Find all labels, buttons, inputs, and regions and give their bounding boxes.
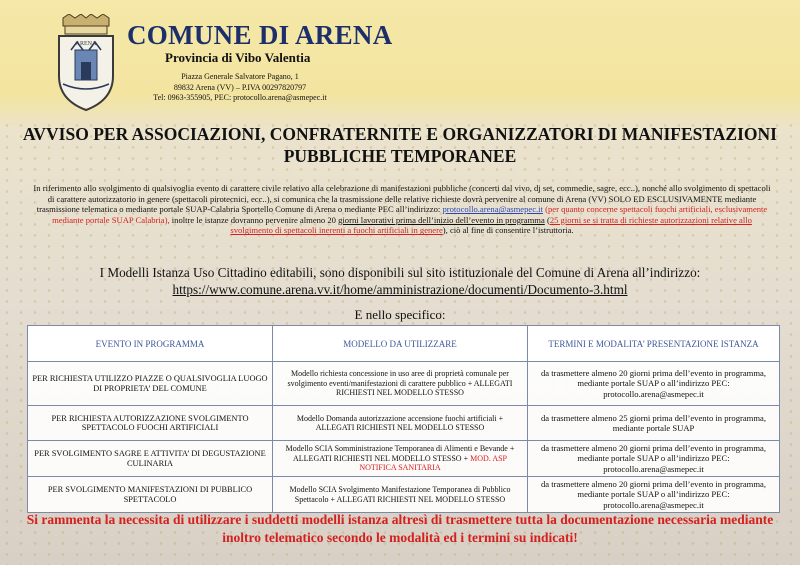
table-row <box>28 406 780 441</box>
table-header-row <box>28 326 780 362</box>
comune-name: COMUNE DI ARENA <box>127 20 393 50</box>
address-block <box>150 72 330 104</box>
row-model-text: Modello SCIA Somministrazione Temporanea di Alimenti e Bevande + ALLEGATI RICHIESTI NEL MODELLO STESSO + <box>285 444 515 463</box>
intro-text-2: inoltre le istanze dovranno pervenire almeno 20 <box>169 214 339 225</box>
row-model-cell: Modello Domanda autorizzazione accensione fuochi artificiali + ALLEGATI RICHIESTI NEL MODELLO STESSO <box>273 406 528 441</box>
provincia-name: Provincia di Vibo Valentia <box>165 50 311 65</box>
requirements-table <box>27 325 780 513</box>
intro-deadline: giorni lavorativi prima dell’inizio dell’evento in programma <box>338 214 545 225</box>
letterhead <box>0 0 800 115</box>
row-terms-cell: da trasmettere almeno 20 giorni prima dell’evento in programma, mediante portale SUAP o all’indirizzo PEC: protocollo.arena@asmepec.it <box>528 441 780 477</box>
crest-motto: ARENA <box>75 41 97 47</box>
row-terms-cell: da trasmettere almeno 20 giorni prima dell’evento in programma, mediante portale SUAP o all’indirizzo PEC: protocollo.arena@asmepec.it <box>528 362 780 406</box>
intro-paragraph <box>32 183 772 236</box>
address-line-3: Tel: 0963-355905, PEC: protocollo.arena@asmepec.it <box>153 93 327 102</box>
row-event-cell: PER SVOLGIMENTO SAGRE E ATTIVITA’ DI DEGUSTAZIONE CULINARIA <box>28 441 273 477</box>
pec-email-link[interactable]: protocollo.arena@asmepec.it <box>442 204 543 215</box>
footer-reminder: Si rammenta la necessita di utilizzare i suddetti modelli istanza altresì di trasmettere tutta la documentazione necessaria mediante inoltro telematico secondo le modalità ed i termini su indicati! <box>26 512 774 545</box>
row-model-cell: Modello SCIA Svolgimento Manifestazione Temporanea di Pubblico Spettacolo + ALLEGATI RICHIESTI NEL MODELLO STESSO <box>273 477 528 513</box>
row-model-cell: Modello richiesta concessione in uso aree di proprietà comunale per svolgimento eventi/manifestazioni di carattere pubblico + ALLEGATI RICHIESTI NEL MODELLO STESSO <box>273 362 528 406</box>
row-model-cell <box>273 441 528 477</box>
col-header-modello: MODELLO DA UTILIZZARE <box>273 326 528 362</box>
table-row <box>28 477 780 513</box>
table-row <box>28 362 780 406</box>
spec-heading: E nello specifico: <box>354 307 446 322</box>
col-header-evento: EVENTO IN PROGRAMMA <box>28 326 273 362</box>
intro-closing: ), ciò al fine di consentire l’istruttoria. <box>442 225 574 236</box>
address-line-2: 89832 Arena (VV) – P.IVA 00297820797 <box>173 82 307 92</box>
intro-text: In riferimento allo svolgimento di qualsivoglia evento di carattere civile relativo alla celebrazione di manifestazioni pubbliche (concerti dal vivo, dj set, commedie, sagre, ecc..), nonché allo svolgimento di spettacoli di carattere autorizzatorio in genere (spettacoli pirotecnici, ecc..), si comunica che la trasmissione delle relative richieste dovrà pervenire al comune di Arena (VV) SOLO ED ESCLUSIVAMENTE mediante trasmissione telematica o mediante portale SUAP-Calabria Sportello Comune di Arena o mediante PEC all’indirizzo: <box>33 183 771 215</box>
col-header-termini: TERMINI E MODALITA’ PRESENTAZIONE ISTANZA <box>528 326 780 362</box>
intro-fireworks-deadline: 25 giorni se si tratta di richieste autorizzazioni relative allo svolgimento di spettacoli inerenti a fuochi artificiali in genere <box>230 214 752 236</box>
availability-text: I Modelli Istanza Uso Cittadino editabili, sono disponibili sul sito istituzionale del Comune di Arena all’indirizzo: <box>99 265 701 280</box>
table-row <box>28 441 780 477</box>
notice-title: AVVISO PER ASSOCIAZIONI, CONFRATERNITE E ORGANIZZATORI DI MANIFESTAZIONI PUBBLICHE TEMPORANEE <box>23 124 777 166</box>
coat-of-arms-icon <box>55 14 117 112</box>
intro-paren: ( <box>544 214 550 225</box>
row-event-cell: PER SVOLGIMENTO MANIFESTAZIONI DI PUBBLICO SPETTACOLO <box>28 477 273 513</box>
intro-note-fireworks: (per quanto concerne spettacoli fuochi artificiali, esclusivamente mediante portale SUAP Calabria), <box>52 204 768 225</box>
availability-notice <box>20 264 780 298</box>
address-line-1: Piazza Generale Salvatore Pagano, 1 <box>181 72 299 81</box>
row-event-cell: PER RICHIESTA UTILIZZO PIAZZE O QUALSIVOGLIA LUOGO DI PROPRIETA’ DEL COMUNE <box>28 362 273 406</box>
row-model-asp-note: MOD. ASP NOTIFICA SANITARIA <box>359 453 507 473</box>
row-terms-cell: da trasmettere almeno 25 giorni prima dell’evento in programma, mediante portale SUAP <box>528 406 780 441</box>
row-event-cell: PER RICHIESTA AUTORIZZAZIONE SVOLGIMENTO SPETTACOLO FUOCHI ARTIFICIALI <box>28 406 273 441</box>
row-terms-cell: da trasmettere almeno 20 giorni prima dell’evento in programma, mediante portale SUAP o all’indirizzo PEC: protocollo.arena@asmepec.it <box>528 477 780 513</box>
documents-url-link[interactable]: https://www.comune.arena.vv.it/home/amministrazione/documenti/Documento-3.html <box>172 282 628 297</box>
